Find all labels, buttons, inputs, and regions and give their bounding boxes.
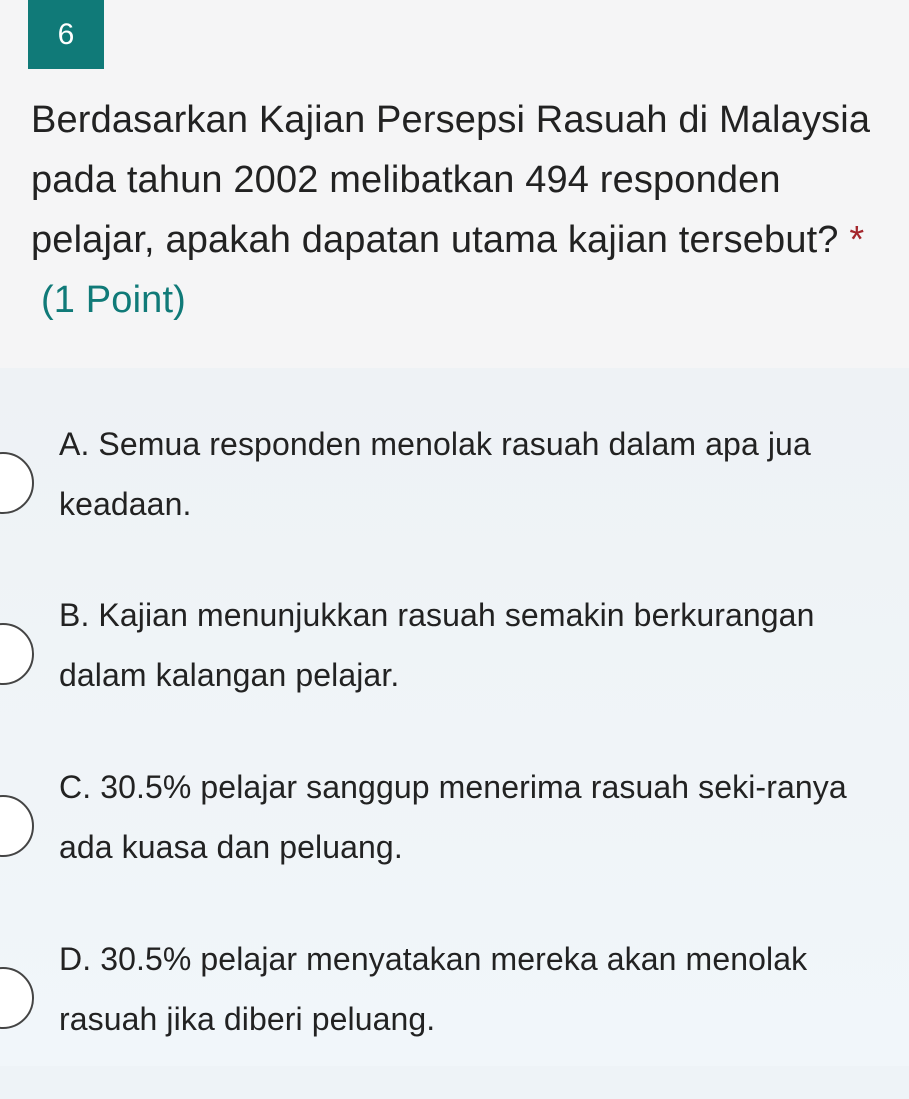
radio-button-icon[interactable] [0,623,34,685]
radio-button-icon[interactable] [0,967,34,1029]
question-header [0,0,909,368]
radio-button-icon[interactable] [0,795,34,857]
question-text: Berdasarkan Kajian Persepsi Rasuah di Malaysia pada tahun 2002 melibatkan 494 responden pelajar, apakah dapatan utama kajian tersebut? [31,99,871,261]
question-title [31,90,891,330]
option-label[interactable]: D. 30.5% pelajar menyatakan mereka akan menolak rasuah jika diberi peluang. [59,941,808,1037]
option-label[interactable]: B. Kajian menunjukkan rasuah semakin berkurangan dalam kalangan pelajar. [59,597,815,693]
option-c[interactable] [0,757,909,927]
radio-button-icon[interactable] [0,452,34,514]
option-label[interactable]: A. Semua responden menolak rasuah dalam apa jua keadaan. [59,426,811,522]
option-a[interactable] [0,414,909,584]
option-d[interactable] [0,929,909,1099]
answer-options [0,368,909,1066]
option-label[interactable]: C. 30.5% pelajar sanggup menerima rasuah seki-ranya ada kuasa dan peluang. [59,769,847,865]
question-points: (1 Point) [41,279,186,321]
option-b[interactable] [0,585,909,755]
question-number-badge: 6 [28,0,104,69]
required-marker: * [849,219,865,261]
